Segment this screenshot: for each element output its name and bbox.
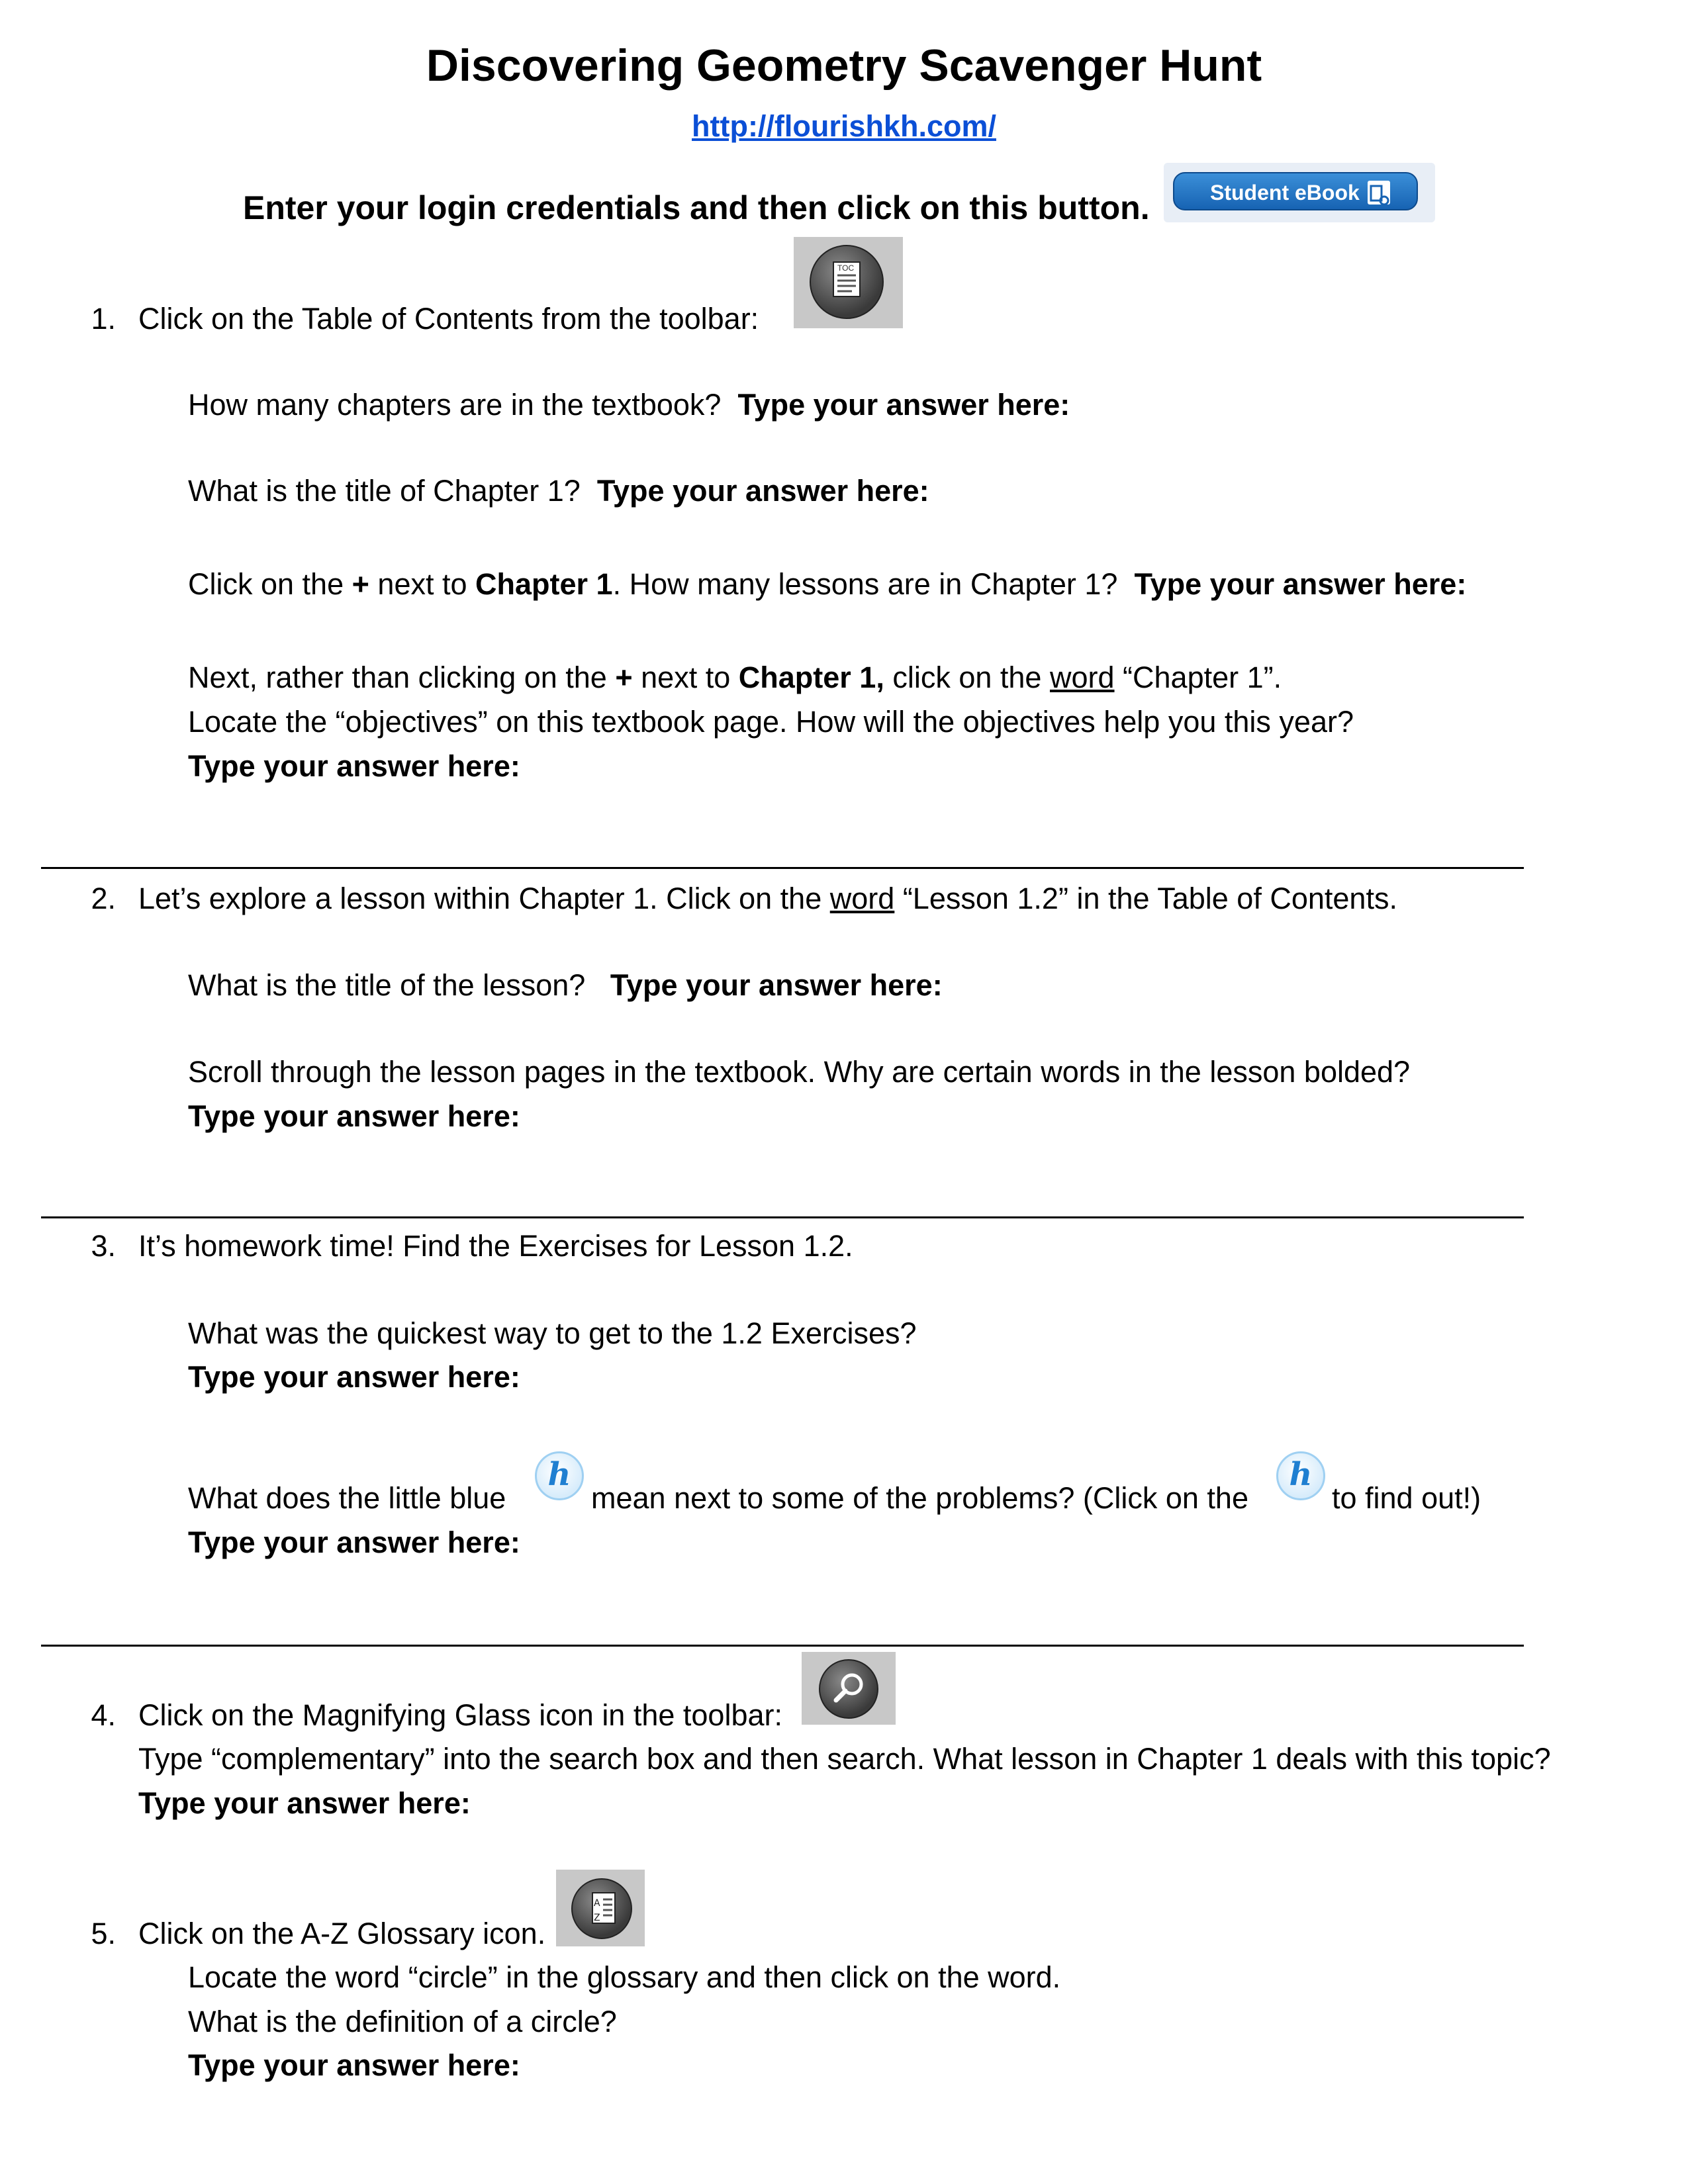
q1-objectives-text: Next, rather than clicking on the bbox=[188, 660, 607, 694]
q4-number bbox=[63, 1697, 116, 1734]
plus-sign: + bbox=[352, 567, 369, 601]
q3-number: 3. bbox=[91, 1229, 116, 1263]
q1-objectives-text: click on the bbox=[892, 660, 1042, 694]
q1-chapters-text: How many chapters are in the textbook? bbox=[188, 388, 722, 422]
plus-sign: + bbox=[615, 660, 633, 694]
glossary-icon[interactable] bbox=[556, 1870, 645, 1946]
magnifier-icon-disc bbox=[819, 1659, 878, 1719]
q2-text-part: Let’s explore a lesson within Chapter 1. Click on the bbox=[138, 882, 822, 915]
q1-lessons-question bbox=[188, 566, 1466, 603]
toc-icon-text: TOC bbox=[837, 263, 855, 273]
q4-number-text: 4. bbox=[91, 1698, 116, 1732]
glossary-icon-disc bbox=[571, 1878, 632, 1939]
page-title: Discovering Geometry Scavenger Hunt bbox=[426, 40, 1262, 91]
site-url bbox=[0, 109, 1688, 144]
answer-prompt bbox=[138, 1785, 471, 1822]
section-divider bbox=[41, 1645, 1524, 1647]
answer-prompt: Type your answer here: bbox=[596, 474, 929, 508]
q1-lessons-text: next to bbox=[377, 567, 467, 601]
q3-blue-h-question-3: to find out!) bbox=[1332, 1481, 1481, 1515]
answer-prompt: Type your answer here: bbox=[1134, 567, 1467, 601]
answer-prompt: Type your answer here: bbox=[610, 968, 943, 1002]
student-ebook-button[interactable] bbox=[1173, 172, 1418, 210]
q1-number: 1. bbox=[91, 302, 116, 336]
ebook-icon bbox=[1368, 181, 1390, 205]
q1-objectives-line2: Locate the “objectives” on this textbook page. How will the objectives help you this year? bbox=[188, 705, 1354, 739]
chapter-1-label: Chapter 1 bbox=[475, 567, 613, 601]
site-link[interactable]: http://flourishkh.com/ bbox=[692, 109, 996, 143]
answer-prompt-text: Type your answer here: bbox=[188, 1525, 520, 1559]
toc-icon-disc bbox=[810, 245, 884, 319]
homework-help-icon[interactable]: h bbox=[535, 1451, 584, 1500]
q1-lessons-text: Click on the bbox=[188, 567, 344, 601]
login-instruction: Enter your login credentials and then click on this button. bbox=[243, 189, 1150, 226]
homework-help-icon[interactable]: h bbox=[1276, 1451, 1325, 1500]
answer-prompt bbox=[188, 1098, 520, 1135]
q1-title-text: What is the title of Chapter 1? bbox=[188, 474, 581, 508]
q5-text: Click on the A-Z Glossary icon. bbox=[138, 1917, 546, 1950]
answer-prompt-text: Type your answer here: bbox=[188, 1360, 520, 1394]
underlined-word: word bbox=[829, 882, 895, 915]
q2-title-question bbox=[188, 967, 943, 1004]
answer-prompt-text: Type your answer here: bbox=[188, 749, 520, 783]
q3-blue-h-question-1: What does the little blue bbox=[188, 1481, 506, 1515]
q1-objectives-text: “Chapter 1”. bbox=[1123, 660, 1282, 694]
q1-text: Click on the Table of Contents from the toolbar: bbox=[138, 302, 759, 336]
underlined-word: word bbox=[1049, 660, 1115, 694]
q1-objectives-line1 bbox=[188, 659, 1282, 696]
q2-text bbox=[138, 880, 1397, 917]
svg-text:A: A bbox=[594, 1898, 600, 1909]
student-ebook-label: Student eBook bbox=[1210, 181, 1360, 205]
q3-quickest-question: What was the quickest way to get to the 1.2 Exercises? bbox=[188, 1316, 917, 1350]
q2-number: 2. bbox=[91, 882, 116, 915]
table-of-contents-icon[interactable] bbox=[794, 237, 903, 328]
answer-prompt bbox=[188, 2047, 520, 2084]
answer-prompt-text: Type your answer here: bbox=[188, 2048, 520, 2082]
answer-prompt bbox=[188, 1524, 520, 1561]
q1-chapters-question bbox=[188, 387, 1070, 424]
q3-text: It’s homework time! Find the Exercises for Lesson 1.2. bbox=[138, 1229, 853, 1263]
answer-prompt bbox=[188, 748, 520, 785]
q3-blue-h-question-2: mean next to some of the problems? (Click on the bbox=[591, 1481, 1248, 1515]
q5-locate-instruction: Locate the word “circle” in the glossary and then click on the word. bbox=[188, 1960, 1061, 1994]
svg-text:Z: Z bbox=[594, 1913, 600, 1923]
q5-definition-question: What is the definition of a circle? bbox=[188, 2005, 617, 2038]
q4-text: Click on the Magnifying Glass icon in the toolbar: bbox=[138, 1698, 782, 1732]
q2-bolded-question: Scroll through the lesson pages in the textbook. Why are certain words in the lesson bolded? bbox=[188, 1055, 1411, 1089]
answer-prompt: Type your answer here: bbox=[737, 388, 1070, 422]
section-divider bbox=[41, 1216, 1524, 1218]
q2-title-text: What is the title of the lesson? bbox=[188, 968, 586, 1002]
q2-text-part: “Lesson 1.2” in the Table of Contents. bbox=[902, 882, 1397, 915]
q1-title-question bbox=[188, 473, 929, 510]
magnifying-glass-icon[interactable] bbox=[802, 1652, 896, 1725]
answer-prompt-text: Type your answer here: bbox=[188, 1099, 520, 1133]
answer-prompt bbox=[188, 1359, 520, 1396]
q1-lessons-text: . How many lessons are in Chapter 1? bbox=[612, 567, 1118, 601]
q1-objectives-text: next to bbox=[641, 660, 731, 694]
section-divider bbox=[41, 867, 1524, 869]
answer-prompt-text: Type your answer here: bbox=[138, 1786, 471, 1820]
student-ebook-button-frame bbox=[1164, 163, 1435, 222]
chapter-1-label: Chapter 1, bbox=[738, 660, 884, 694]
q5-number: 5. bbox=[91, 1917, 116, 1950]
q4-search-instruction: Type “complementary” into the search box and then search. What lesson in Chapter 1 deals with this topic? bbox=[138, 1742, 1551, 1776]
